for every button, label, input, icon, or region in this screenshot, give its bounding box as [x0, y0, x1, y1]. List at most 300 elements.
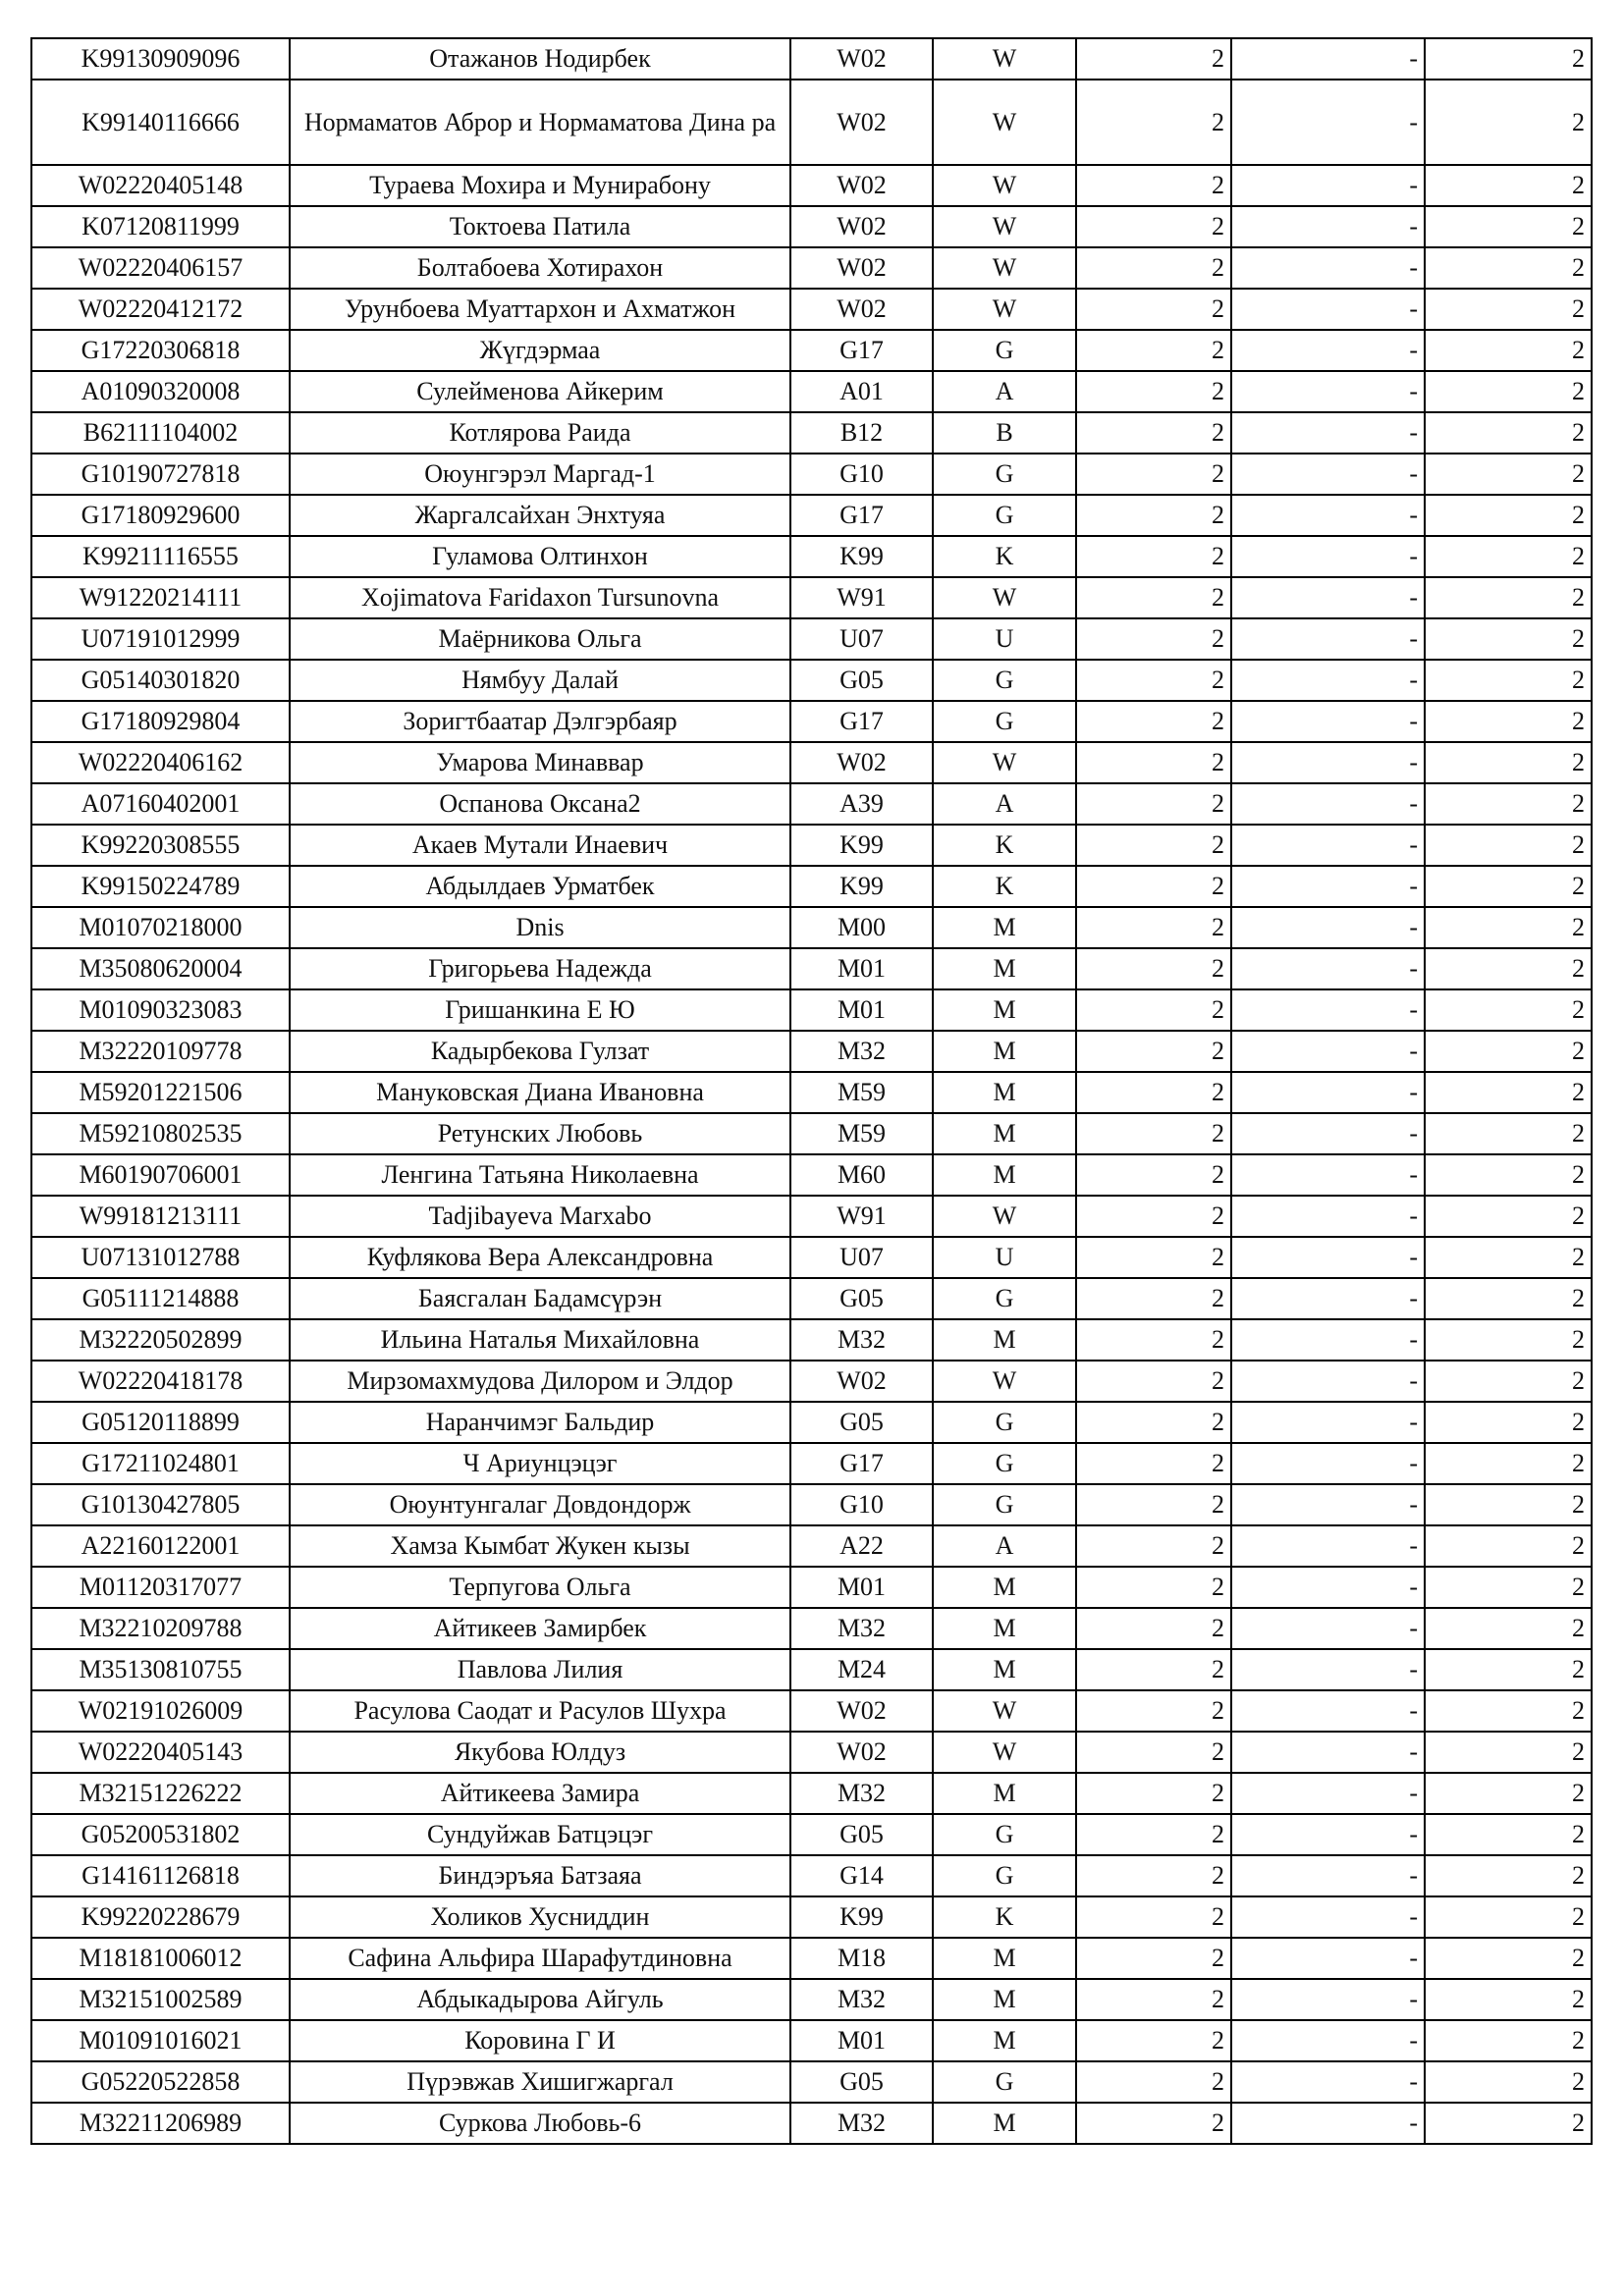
cell-name: Ильина Наталья Михайловна — [290, 1319, 790, 1361]
cell-total: 2 — [1425, 1732, 1592, 1773]
cell-total: 2 — [1425, 80, 1592, 165]
cell-name: Мирзомахмудова Дилором и Элдор — [290, 1361, 790, 1402]
cell-dash: - — [1231, 1361, 1425, 1402]
cell-total: 2 — [1425, 989, 1592, 1031]
cell-dash: - — [1231, 783, 1425, 825]
table-row — [31, 80, 1592, 165]
cell-code: W99181213111 — [31, 1196, 290, 1237]
cell-code: W02220418178 — [31, 1361, 290, 1402]
cell-value: 2 — [1076, 948, 1231, 989]
table-row — [31, 1278, 1592, 1319]
cell-group: G10 — [790, 1484, 933, 1525]
cell-value: 2 — [1076, 1031, 1231, 1072]
cell-letter: G — [933, 660, 1076, 701]
cell-letter: W — [933, 1732, 1076, 1773]
cell-value: 2 — [1076, 412, 1231, 454]
cell-group: W02 — [790, 1361, 933, 1402]
cell-total: 2 — [1425, 618, 1592, 660]
cell-total: 2 — [1425, 2061, 1592, 2103]
cell-code: M59210802535 — [31, 1113, 290, 1154]
cell-value: 2 — [1076, 1113, 1231, 1154]
cell-letter: A — [933, 783, 1076, 825]
cell-group: G05 — [790, 1278, 933, 1319]
cell-dash: - — [1231, 989, 1425, 1031]
cell-letter: B — [933, 412, 1076, 454]
cell-total: 2 — [1425, 1608, 1592, 1649]
cell-value: 2 — [1076, 1649, 1231, 1690]
cell-code: M35080620004 — [31, 948, 290, 989]
table-row — [31, 1979, 1592, 2020]
table-row — [31, 536, 1592, 577]
table-row — [31, 660, 1592, 701]
cell-group: M32 — [790, 1773, 933, 1814]
cell-letter: G — [933, 1814, 1076, 1855]
cell-name: Айтикеева Замира — [290, 1773, 790, 1814]
cell-dash: - — [1231, 1896, 1425, 1938]
cell-group: U07 — [790, 618, 933, 660]
cell-group: M18 — [790, 1938, 933, 1979]
cell-letter: M — [933, 989, 1076, 1031]
cell-dash: - — [1231, 2020, 1425, 2061]
cell-code: K99150224789 — [31, 866, 290, 907]
cell-code: K99220308555 — [31, 825, 290, 866]
cell-name: Ретунских Любовь — [290, 1113, 790, 1154]
cell-name: Коровина Г И — [290, 2020, 790, 2061]
cell-total: 2 — [1425, 1773, 1592, 1814]
cell-code: M01091016021 — [31, 2020, 290, 2061]
table-row — [31, 866, 1592, 907]
table-row — [31, 38, 1592, 80]
cell-group: K99 — [790, 536, 933, 577]
cell-value: 2 — [1076, 1525, 1231, 1567]
table-row — [31, 989, 1592, 1031]
cell-code: W91220214111 — [31, 577, 290, 618]
cell-value: 2 — [1076, 289, 1231, 330]
cell-letter: M — [933, 1567, 1076, 1608]
cell-total: 2 — [1425, 825, 1592, 866]
cell-group: M59 — [790, 1113, 933, 1154]
cell-value: 2 — [1076, 1278, 1231, 1319]
cell-name: Сулейменова Айкерим — [290, 371, 790, 412]
cell-group: G05 — [790, 1814, 933, 1855]
cell-code: M01070218000 — [31, 907, 290, 948]
table-row — [31, 1402, 1592, 1443]
cell-dash: - — [1231, 1196, 1425, 1237]
cell-letter: M — [933, 1319, 1076, 1361]
cell-code: M60190706001 — [31, 1154, 290, 1196]
cell-letter: W — [933, 38, 1076, 80]
cell-letter: K — [933, 825, 1076, 866]
cell-total: 2 — [1425, 454, 1592, 495]
cell-dash: - — [1231, 1732, 1425, 1773]
table-row — [31, 412, 1592, 454]
cell-dash: - — [1231, 371, 1425, 412]
cell-group: M01 — [790, 989, 933, 1031]
table-row — [31, 1649, 1592, 1690]
cell-name: Мануковская Диана Ивановна — [290, 1072, 790, 1113]
cell-dash: - — [1231, 165, 1425, 206]
cell-code: W02220405143 — [31, 1732, 290, 1773]
cell-total: 2 — [1425, 1031, 1592, 1072]
cell-value: 2 — [1076, 1608, 1231, 1649]
cell-dash: - — [1231, 866, 1425, 907]
cell-letter: G — [933, 1278, 1076, 1319]
cell-name: Зоригтбаатар Дэлгэрбаяр — [290, 701, 790, 742]
cell-value: 2 — [1076, 1814, 1231, 1855]
cell-group: G17 — [790, 495, 933, 536]
table-row — [31, 371, 1592, 412]
cell-code: G05140301820 — [31, 660, 290, 701]
cell-total: 2 — [1425, 907, 1592, 948]
cell-letter: G — [933, 1484, 1076, 1525]
cell-code: M35130810755 — [31, 1649, 290, 1690]
cell-name: Жүгдэрмаа — [290, 330, 790, 371]
cell-group: M01 — [790, 2020, 933, 2061]
cell-group: M01 — [790, 948, 933, 989]
cell-group: W02 — [790, 165, 933, 206]
table-row — [31, 907, 1592, 948]
cell-group: K99 — [790, 1896, 933, 1938]
cell-group: W91 — [790, 577, 933, 618]
cell-letter: M — [933, 1113, 1076, 1154]
cell-total: 2 — [1425, 1443, 1592, 1484]
cell-group: G05 — [790, 2061, 933, 2103]
cell-group: W02 — [790, 38, 933, 80]
table-row — [31, 1732, 1592, 1773]
cell-total: 2 — [1425, 330, 1592, 371]
cell-value: 2 — [1076, 371, 1231, 412]
cell-dash: - — [1231, 1113, 1425, 1154]
cell-group: A22 — [790, 1525, 933, 1567]
cell-letter: W — [933, 1361, 1076, 1402]
cell-total: 2 — [1425, 1196, 1592, 1237]
cell-code: U07191012999 — [31, 618, 290, 660]
cell-letter: M — [933, 948, 1076, 989]
cell-code: W02220412172 — [31, 289, 290, 330]
cell-group: W02 — [790, 1732, 933, 1773]
cell-group: W91 — [790, 1196, 933, 1237]
cell-group: M32 — [790, 1319, 933, 1361]
cell-value: 2 — [1076, 660, 1231, 701]
table-row — [31, 1319, 1592, 1361]
cell-group: W02 — [790, 80, 933, 165]
cell-value: 2 — [1076, 1402, 1231, 1443]
cell-total: 2 — [1425, 1154, 1592, 1196]
cell-group: M01 — [790, 1567, 933, 1608]
cell-code: K99220228679 — [31, 1896, 290, 1938]
table-row — [31, 1896, 1592, 1938]
cell-group: K99 — [790, 866, 933, 907]
cell-name: Оспанова Оксана2 — [290, 783, 790, 825]
cell-total: 2 — [1425, 1319, 1592, 1361]
table-row — [31, 701, 1592, 742]
cell-letter: W — [933, 577, 1076, 618]
cell-dash: - — [1231, 206, 1425, 247]
cell-value: 2 — [1076, 1443, 1231, 1484]
cell-total: 2 — [1425, 701, 1592, 742]
cell-letter: M — [933, 2020, 1076, 2061]
table-row — [31, 742, 1592, 783]
cell-value: 2 — [1076, 1484, 1231, 1525]
cell-name: Сафина Альфира Шарафутдиновна — [290, 1938, 790, 1979]
cell-total: 2 — [1425, 1567, 1592, 1608]
cell-code: M32220502899 — [31, 1319, 290, 1361]
cell-value: 2 — [1076, 701, 1231, 742]
cell-dash: - — [1231, 1979, 1425, 2020]
cell-code: G05120118899 — [31, 1402, 290, 1443]
cell-value: 2 — [1076, 1896, 1231, 1938]
cell-value: 2 — [1076, 1196, 1231, 1237]
cell-letter: K — [933, 866, 1076, 907]
cell-code: M32211206989 — [31, 2103, 290, 2144]
cell-code: K99130909096 — [31, 38, 290, 80]
cell-code: K07120811999 — [31, 206, 290, 247]
cell-letter: K — [933, 536, 1076, 577]
cell-value: 2 — [1076, 1855, 1231, 1896]
cell-value: 2 — [1076, 825, 1231, 866]
table-row — [31, 1361, 1592, 1402]
cell-value: 2 — [1076, 495, 1231, 536]
cell-code: M32210209788 — [31, 1608, 290, 1649]
cell-dash: - — [1231, 289, 1425, 330]
cell-dash: - — [1231, 80, 1425, 165]
table-row — [31, 1814, 1592, 1855]
cell-letter: M — [933, 2103, 1076, 2144]
cell-name: Куфлякова Вера Александровна — [290, 1237, 790, 1278]
cell-total: 2 — [1425, 742, 1592, 783]
cell-code: G14161126818 — [31, 1855, 290, 1896]
cell-dash: - — [1231, 1484, 1425, 1525]
cell-letter: W — [933, 247, 1076, 289]
cell-code: G17180929600 — [31, 495, 290, 536]
cell-value: 2 — [1076, 2061, 1231, 2103]
cell-name: Григорьева Надежда — [290, 948, 790, 989]
table-row — [31, 289, 1592, 330]
table-row — [31, 618, 1592, 660]
cell-total: 2 — [1425, 412, 1592, 454]
cell-name: Баясгалан Бадамсүрэн — [290, 1278, 790, 1319]
cell-value: 2 — [1076, 247, 1231, 289]
cell-letter: M — [933, 1608, 1076, 1649]
cell-code: W02220405148 — [31, 165, 290, 206]
cell-total: 2 — [1425, 2020, 1592, 2061]
cell-value: 2 — [1076, 330, 1231, 371]
cell-letter: M — [933, 907, 1076, 948]
cell-dash: - — [1231, 907, 1425, 948]
cell-letter: U — [933, 618, 1076, 660]
cell-value: 2 — [1076, 783, 1231, 825]
cell-value: 2 — [1076, 742, 1231, 783]
cell-group: G17 — [790, 330, 933, 371]
cell-group: A39 — [790, 783, 933, 825]
cell-group: M32 — [790, 1031, 933, 1072]
cell-total: 2 — [1425, 536, 1592, 577]
table-row — [31, 206, 1592, 247]
table-row — [31, 1855, 1592, 1896]
cell-value: 2 — [1076, 2103, 1231, 2144]
cell-letter: K — [933, 1896, 1076, 1938]
cell-value: 2 — [1076, 1319, 1231, 1361]
cell-group: G14 — [790, 1855, 933, 1896]
cell-name: Хамза Кымбат Жукен кызы — [290, 1525, 790, 1567]
cell-name: Абдылдаев Урматбек — [290, 866, 790, 907]
cell-name: Расулова Саодат и Расулов Шухра — [290, 1690, 790, 1732]
cell-group: K99 — [790, 825, 933, 866]
cell-name: Ленгина Татьяна Николаевна — [290, 1154, 790, 1196]
cell-dash: - — [1231, 1031, 1425, 1072]
cell-dash: - — [1231, 454, 1425, 495]
cell-letter: M — [933, 1649, 1076, 1690]
cell-value: 2 — [1076, 1072, 1231, 1113]
cell-name: Сундуйжав Батцэцэг — [290, 1814, 790, 1855]
cell-value: 2 — [1076, 1237, 1231, 1278]
cell-letter: U — [933, 1237, 1076, 1278]
cell-total: 2 — [1425, 1072, 1592, 1113]
cell-code: W02220406162 — [31, 742, 290, 783]
cell-code: M32151226222 — [31, 1773, 290, 1814]
cell-dash: - — [1231, 1237, 1425, 1278]
cell-name: Котлярова Раида — [290, 412, 790, 454]
cell-dash: - — [1231, 1855, 1425, 1896]
cell-dash: - — [1231, 1690, 1425, 1732]
table-row — [31, 1237, 1592, 1278]
cell-letter: G — [933, 1402, 1076, 1443]
cell-group: M59 — [790, 1072, 933, 1113]
cell-group: G17 — [790, 1443, 933, 1484]
cell-dash: - — [1231, 2061, 1425, 2103]
cell-dash: - — [1231, 1154, 1425, 1196]
cell-letter: A — [933, 371, 1076, 412]
cell-name: Пүрэвжав Хишигжаргал — [290, 2061, 790, 2103]
cell-dash: - — [1231, 247, 1425, 289]
cell-name: Оюунгэрэл Маргад-1 — [290, 454, 790, 495]
cell-code: M59201221506 — [31, 1072, 290, 1113]
cell-total: 2 — [1425, 1814, 1592, 1855]
cell-dash: - — [1231, 1072, 1425, 1113]
cell-value: 2 — [1076, 536, 1231, 577]
cell-code: M32151002589 — [31, 1979, 290, 2020]
cell-code: G17180929804 — [31, 701, 290, 742]
cell-name: Якубова Юлдуз — [290, 1732, 790, 1773]
cell-total: 2 — [1425, 1361, 1592, 1402]
cell-letter: W — [933, 289, 1076, 330]
cell-code: W02220406157 — [31, 247, 290, 289]
table-row — [31, 1525, 1592, 1567]
table-row — [31, 1938, 1592, 1979]
cell-name: Гуламова Олтинхон — [290, 536, 790, 577]
cell-code: M32220109778 — [31, 1031, 290, 1072]
cell-dash: - — [1231, 536, 1425, 577]
cell-name: Суркова Любовь-6 — [290, 2103, 790, 2144]
cell-dash: - — [1231, 1649, 1425, 1690]
table-body — [31, 38, 1592, 2144]
table-row — [31, 948, 1592, 989]
cell-letter: M — [933, 1154, 1076, 1196]
cell-value: 2 — [1076, 206, 1231, 247]
cell-name: Павлова Лилия — [290, 1649, 790, 1690]
cell-name: Отажанов Нодирбек — [290, 38, 790, 80]
table-row — [31, 2061, 1592, 2103]
table-row — [31, 495, 1592, 536]
cell-total: 2 — [1425, 948, 1592, 989]
cell-name: Абдыкадырова Айгуль — [290, 1979, 790, 2020]
cell-total: 2 — [1425, 1402, 1592, 1443]
cell-dash: - — [1231, 1525, 1425, 1567]
cell-group: W02 — [790, 289, 933, 330]
cell-name: Биндэръяа Батзаяа — [290, 1855, 790, 1896]
cell-total: 2 — [1425, 247, 1592, 289]
table-row — [31, 783, 1592, 825]
cell-code: W02191026009 — [31, 1690, 290, 1732]
cell-code: G05111214888 — [31, 1278, 290, 1319]
cell-code: M01090323083 — [31, 989, 290, 1031]
cell-name: Акаев Мутали Инаевич — [290, 825, 790, 866]
cell-value: 2 — [1076, 165, 1231, 206]
cell-code: G17220306818 — [31, 330, 290, 371]
cell-group: U07 — [790, 1237, 933, 1278]
cell-group: G17 — [790, 701, 933, 742]
table-row — [31, 1072, 1592, 1113]
table-row — [31, 1031, 1592, 1072]
cell-value: 2 — [1076, 1938, 1231, 1979]
cell-letter: A — [933, 1525, 1076, 1567]
cell-dash: - — [1231, 825, 1425, 866]
cell-name: Жаргалсайхан Энхтуяа — [290, 495, 790, 536]
cell-dash: - — [1231, 330, 1425, 371]
cell-dash: - — [1231, 1443, 1425, 1484]
cell-total: 2 — [1425, 1979, 1592, 2020]
cell-letter: G — [933, 1855, 1076, 1896]
cell-total: 2 — [1425, 289, 1592, 330]
table-row — [31, 454, 1592, 495]
cell-total: 2 — [1425, 1113, 1592, 1154]
cell-name: Токтоева Патила — [290, 206, 790, 247]
cell-name: Наранчимэг Бальдир — [290, 1402, 790, 1443]
cell-dash: - — [1231, 1567, 1425, 1608]
cell-group: B12 — [790, 412, 933, 454]
cell-group: G05 — [790, 660, 933, 701]
cell-letter: G — [933, 2061, 1076, 2103]
cell-dash: - — [1231, 495, 1425, 536]
cell-value: 2 — [1076, 1361, 1231, 1402]
cell-total: 2 — [1425, 1855, 1592, 1896]
cell-name: Нормаматов Аброр и Нормаматова Дина ра — [290, 80, 790, 165]
cell-dash: - — [1231, 701, 1425, 742]
table-row — [31, 165, 1592, 206]
cell-code: M01120317077 — [31, 1567, 290, 1608]
cell-group: G05 — [790, 1402, 933, 1443]
cell-letter: M — [933, 1773, 1076, 1814]
cell-total: 2 — [1425, 783, 1592, 825]
cell-code: K99211116555 — [31, 536, 290, 577]
cell-dash: - — [1231, 1319, 1425, 1361]
cell-value: 2 — [1076, 2020, 1231, 2061]
table-row — [31, 1567, 1592, 1608]
cell-name: Tadjibayeva Marxabo — [290, 1196, 790, 1237]
cell-name: Dnis — [290, 907, 790, 948]
cell-value: 2 — [1076, 1154, 1231, 1196]
cell-total: 2 — [1425, 1938, 1592, 1979]
cell-value: 2 — [1076, 1979, 1231, 2020]
cell-group: A01 — [790, 371, 933, 412]
cell-code: G05220522858 — [31, 2061, 290, 2103]
cell-value: 2 — [1076, 1773, 1231, 1814]
cell-value: 2 — [1076, 618, 1231, 660]
cell-name: Маёрникова Ольга — [290, 618, 790, 660]
cell-value: 2 — [1076, 38, 1231, 80]
cell-letter: M — [933, 1938, 1076, 1979]
cell-letter: M — [933, 1072, 1076, 1113]
